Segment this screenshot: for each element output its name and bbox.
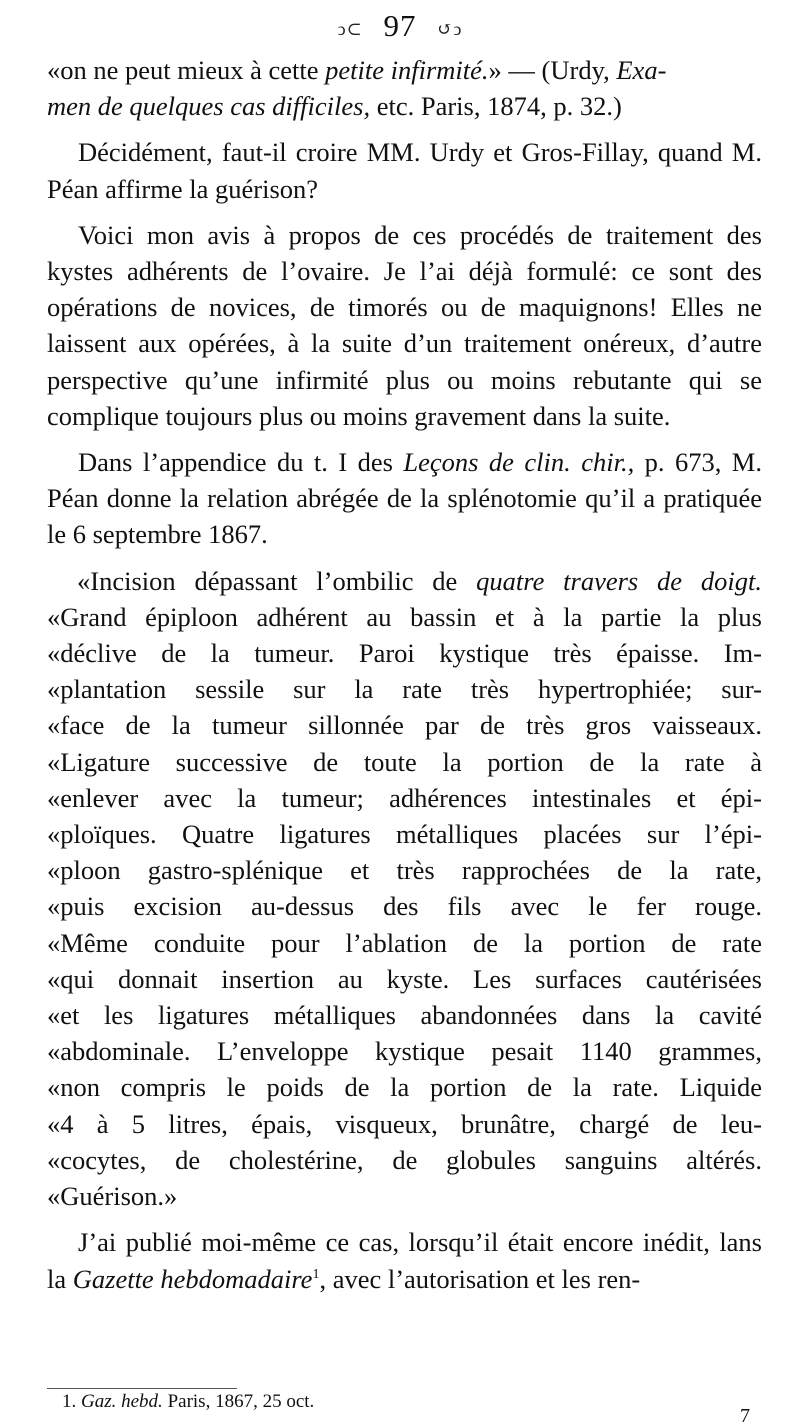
paragraph-opinion: Voici mon avis à propos de ces procédés de traitement des kystes adhérents de l’ovaire. Je l’ai déjà formulé: ce sont des opérations de novices, de timorés ou de maquignons! Elles ne laissent aux opérées, à la suite d’un traitement onéreux, d’autre perspective qu’une infirmité plus ou moins rebutante qui se complique toujours plus ou moins gravement dans la suite. — [47, 219, 762, 431]
quote-line: «Ligature successive de toute la portion de la rate à — [47, 746, 762, 777]
text-run: Dans l’appendice du t. I des — [78, 447, 404, 478]
italic-run: Gazette hebdomadaire — [72, 1263, 313, 1294]
quote-line: «face de la tumeur sillonnée par de très gros vaisseaux. — [47, 710, 762, 741]
quote-line: «ploïques. Quatre ligatures métalliques placées sur l’épi- — [47, 819, 762, 850]
quote-line: «Grand épiploon adhérent au bassin et à la partie la plus — [47, 601, 762, 632]
paragraph-appendix — [47, 444, 762, 553]
quote-line: «ploon gastro-splénique et très rapprochées de la rate, — [47, 855, 762, 886]
body-text — [47, 52, 762, 1297]
quote-line: «Même conduite pour l’ablation de la portion de rate — [47, 927, 762, 958]
text-run: etc. Paris, 1874, p. 32.) — [370, 91, 622, 122]
text-run: lans la — [47, 1227, 762, 1294]
quote-line: «4 à 5 litres, épais, visqueux, brunâtre, chargé de leu- — [47, 1108, 762, 1139]
quote-line: «puis excision au-dessus des fils avec le fer rouge. — [47, 891, 762, 922]
italic-run: men de quelques cas difficiles, — [47, 91, 371, 122]
text-run: «on ne peut mieux à cette — [47, 55, 326, 85]
quote-line: «et les ligatures métalliques abandonnées dans la cavité — [47, 1000, 762, 1031]
quote-line: «cocytes, de cholestérine, de globules sanguins altérés. — [47, 1144, 762, 1175]
quote-line: «Guérison.» — [47, 1181, 178, 1212]
left-ornament: ↄ⊂ — [337, 18, 363, 39]
quote-line: «non compris le poids de la portion de la rate. Liquide — [47, 1072, 762, 1103]
text-run: «Incision dépassant l’ombilic de — [77, 565, 477, 596]
paragraph-quote-end — [47, 52, 762, 124]
quote-line: «enlever avec la tumeur; adhérences intestinales et épi- — [47, 782, 762, 813]
italic-run: Exa- — [616, 55, 667, 85]
quote-line: «abdominale. L’enveloppe kystique pesait 1140 grammes, — [47, 1036, 762, 1067]
text-run: , avec l’autorisation et les ren- — [319, 1263, 641, 1294]
text-run: J’ai publié moi-même ce cas, lorsqu’il était encore inédit, — [78, 1227, 720, 1258]
quoted-case-report — [47, 563, 762, 1215]
footnote-text: Paris, 1867, 25 oct. — [162, 1391, 315, 1412]
paragraph-question: Décidément, faut-il croire MM. Urdy et Gros-Fillay, quand M. Péan affirme la guérison? — [47, 137, 762, 204]
right-ornament: ↺ↄ — [437, 18, 463, 39]
signature-mark: 7 — [740, 1405, 750, 1427]
page-header — [0, 6, 800, 49]
italic-run: Leçons de clin. chir., — [403, 447, 635, 478]
italic-run: quatre travers de doigt. — [476, 565, 762, 596]
paragraph-publication — [47, 1224, 762, 1296]
quote-line: «déclive de la tumeur. Paroi kystique très épaisse. Im- — [47, 638, 762, 669]
quote-line — [47, 563, 762, 599]
text-run: » — (Urdy, — [488, 55, 617, 85]
quote-line: «plantation sessile sur la rate très hypertrophiée; sur- — [47, 674, 762, 705]
footnote-number: 1. — [62, 1391, 77, 1412]
footnote — [62, 1391, 314, 1413]
footnote-ref: 1 — [312, 1266, 320, 1282]
footnote-divider — [47, 1388, 237, 1389]
page-number: 97 — [383, 8, 417, 43]
quote-line: «qui donnait insertion au kyste. Les surfaces cautérisées — [47, 963, 762, 994]
italic-run: petite infirmité. — [325, 55, 489, 85]
text-run: p. 673, M. Péan donne la relation abrégée de la splénotomie qu’il a pratiquée le 6 septembre 1867. — [47, 447, 762, 550]
footnote-source: Gaz. hebd. — [81, 1391, 163, 1412]
